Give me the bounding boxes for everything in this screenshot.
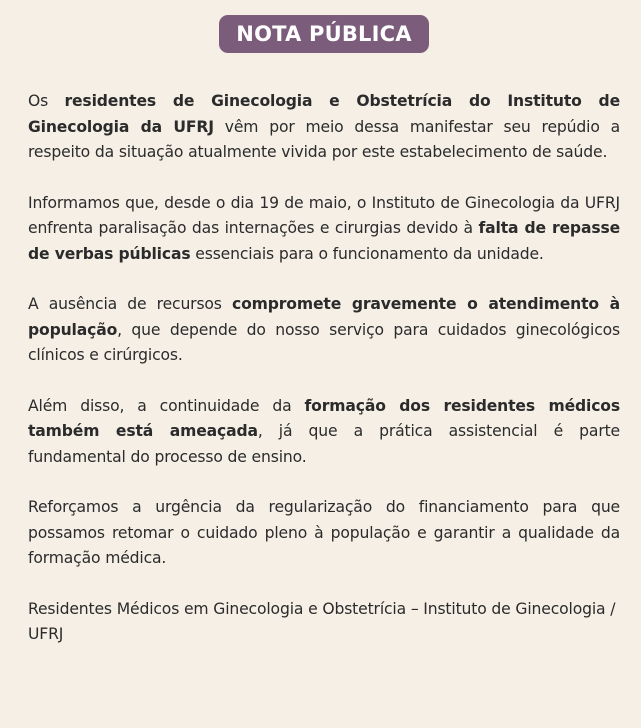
paragraph-2-text-2: essenciais para o funcionamento da unidade. — [190, 244, 544, 263]
paragraph-4-text-2: , já que a prática assistencial é parte fundamental do processo de ensino. — [28, 422, 620, 466]
paragraph-1-bold: residentes de Ginecologia e Obstetrícia do Instituto de Ginecologia da UFRJ — [28, 92, 620, 136]
paragraph-5 — [28, 495, 620, 572]
title-badge — [219, 15, 429, 53]
paragraph-3-bold: compromete gravemente o atendimento à população — [28, 295, 620, 339]
paragraph-1 — [28, 89, 620, 166]
paragraph-4 — [28, 394, 620, 471]
paragraph-2 — [28, 191, 620, 268]
statement-body — [28, 89, 620, 648]
paragraph-3-text-2: , que depende do nosso serviço para cuidados ginecológicos clínicos e cirúrgicos. — [28, 320, 620, 364]
paragraph-4-bold: formação dos residentes médicos também está ameaçada — [28, 396, 620, 440]
signature: Residentes Médicos em Ginecologia e Obstetrícia – Instituto de Ginecologia / UFRJ — [28, 599, 616, 643]
paragraph-2-text-1: Informamos que, desde o dia 19 de maio, o Instituto de Ginecologia da UFRJ enfrenta paralisação das internações e cirurgias devido à — [28, 193, 620, 237]
paragraph-4-text-1: Além disso, a continuidade da — [28, 396, 305, 415]
page-title: NOTA PÚBLICA — [236, 22, 412, 46]
paragraph-1-text-2: vêm por meio dessa manifestar seu repúdio a respeito da situação atualmente vivida por este estabelecimento de saúde. — [28, 117, 621, 161]
paragraph-5-text-1: Reforçamos a urgência da regularização do financiamento para que possamos retomar o cuidado pleno à população e garantir a qualidade da formação médica. — [28, 498, 620, 567]
paragraph-3 — [28, 292, 620, 369]
paragraph-1-text-1: Os — [28, 92, 65, 110]
paragraph-2-bold: falta de repasse de verbas públicas — [28, 219, 621, 263]
paragraph-3-text-1: A ausência de recursos — [28, 295, 232, 313]
